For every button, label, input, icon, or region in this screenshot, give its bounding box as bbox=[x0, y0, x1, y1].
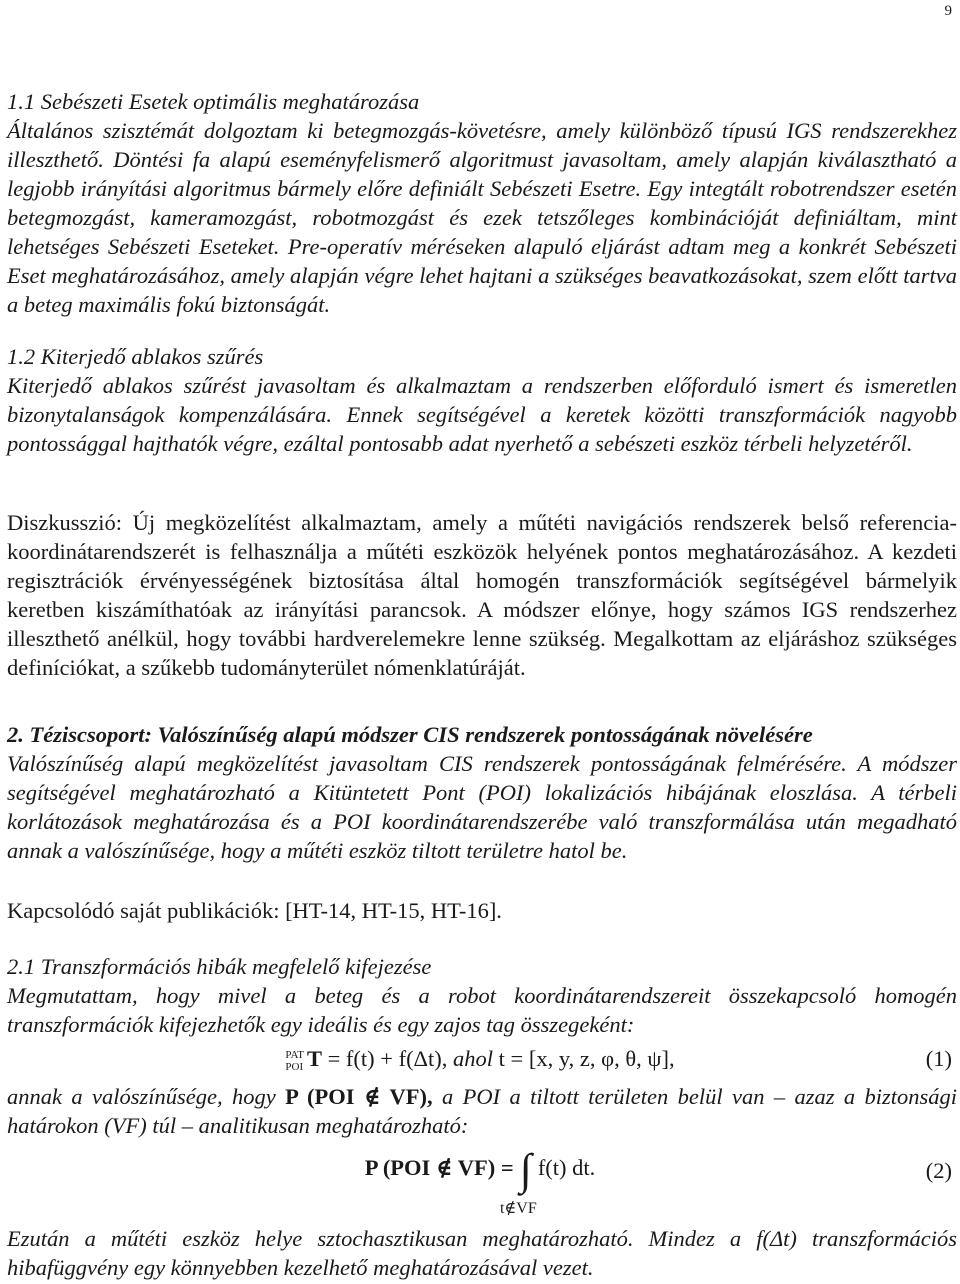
thesis-paragraph: Valószínűség alapú megközelítést javasoltam CIS rendszerek pontosságának felmérésére. A módszer segítségével meghatározható a Kitüntetett Pont (POI) lokalizációs hibájának eloszlása. A térbeli korlátozások meghatározása és a POI koordinátarendszerébe való transzformálása után megadható annak a valószínűsége, hogy a műtéti eszköz tiltott területre hatol be. bbox=[7, 751, 957, 863]
eq1-ahol: ahol bbox=[453, 1046, 494, 1071]
equation-2 bbox=[0, 1145, 960, 1217]
section-1-2 bbox=[7, 342, 957, 458]
discussion bbox=[7, 508, 957, 682]
thesis-heading: 2. Téziscsoport: Valószínűség alapú módszer CIS rendszerek pontosságának növelésére bbox=[7, 722, 813, 747]
equation-1 bbox=[0, 1044, 960, 1078]
publications bbox=[7, 896, 957, 925]
section-heading: 2.1 Transzformációs hibák megfelelő kifejezése bbox=[7, 954, 432, 979]
mid-text-a: annak a valószínűsége, hogy bbox=[7, 1084, 276, 1109]
probability-expression: P (POI ∉ VF), bbox=[285, 1084, 433, 1109]
section-2-1-middle bbox=[7, 1082, 957, 1140]
integral-sign: ∫ bbox=[519, 1145, 532, 1194]
pre-superscript: PAT bbox=[285, 1048, 304, 1061]
section-intro: Megmutattam, hogy mivel a beteg és a robot koordinátarendszereit összekapcsoló homogén transzformációk kifejezhetők egy ideális és egy zajos tag összegeként: bbox=[7, 983, 957, 1037]
pre-subscript: POI bbox=[285, 1060, 304, 1073]
middle-paragraph bbox=[7, 1082, 957, 1140]
eq1-lhs: T bbox=[306, 1046, 322, 1071]
integral-subscript: t∉VF bbox=[500, 1200, 537, 1217]
eq1-definition: t = [x, y, z, φ, θ, ψ], bbox=[498, 1046, 675, 1071]
section-paragraph: Általános szisztémát dolgoztam ki betegmozgás-követésre, amely különböző típusú IGS rendszerekhez illeszthető. Döntési fa alapú eseményfelismerő algoritmust javasoltam, amely alapján kiválasztható a legjobb irányítási algoritmus bármely előre definiált Sebészeti Esetre. Egy integtált robotrendszer esetén betegmozgást, kameramozgást, robotmozgást és ezek tetszőleges kombinációját definiáltam, mint lehetséges Sebészeti Eseteket. Pre-operatív méréseken alapuló eljárást adtam meg a konkrét Sebészeti Eset meghatározásához, amely alapján végre lehet hajtani a szükséges beavatkozásokat, szem előtt tartva a beteg maximális fokú biztonságát. bbox=[7, 118, 957, 317]
section-heading: 1.1 Sebészeti Esetek optimális meghatározása bbox=[7, 89, 420, 114]
equation-number: (1) bbox=[925, 1046, 952, 1071]
page-number: 9 bbox=[944, 3, 952, 19]
outro-paragraph: Ezután a műtéti eszköz helye sztochasztikusan meghatározható. Mindez a f(Δt) transzformációs hibafüggvény egy könnyebben kezelhető meghatározásával vezet. bbox=[7, 1226, 957, 1280]
mid-text-b: a POI a tiltott területen belül van – azaz a biztonsági határokon (VF) túl – analitikusan meghatározható: bbox=[7, 1084, 958, 1138]
section-1-1 bbox=[7, 87, 957, 319]
publications-line: Kapcsolódó saját publikációk: [HT-14, HT-15, HT-16]. bbox=[7, 898, 502, 923]
eq2-rhs: f(t) dt. bbox=[537, 1155, 596, 1181]
pre-script bbox=[285, 1049, 304, 1073]
eq2-lhs: P (POI ∉ VF) = bbox=[364, 1155, 514, 1181]
section-2-1-outro bbox=[7, 1224, 957, 1282]
section-paragraph: Kiterjedő ablakos szűrést javasoltam és alkalmaztam a rendszerben előforduló ismert és ismeretlen bizonytalanságok kompenzálására. Ennek segítségével a keretek közötti transzformációk nagyobb pontossággal hajthatók végre, ezáltal pontosabb adat nyerhető a sebészeti eszköz térbeli helyzetéről. bbox=[7, 373, 957, 456]
equation-number: (2) bbox=[925, 1158, 952, 1183]
eq1-rhs: = f(t) + f(Δt), bbox=[327, 1046, 448, 1071]
discussion-paragraph: Diszkusszió: Új megközelítést alkalmaztam, amely a műtéti navigációs rendszerek belső referencia-koordinátarendszerét is felhasználja a műtéti eszközök helyének pontos meghatározásához. A kezdeti regisztrációk érvényességének biztosítása által homogén transzformációk segítségével bármelyik keretben kiszámíthatóak az irányítási parancsok. A módszer előnye, hogy számos IGS rendszerhez illeszthető anélkül, hogy további hardverelemekre lenne szükség. Megalkottam az eljáráshoz szükséges definíciókat, a szűkebb tudományterület nómenklatúráját. bbox=[7, 510, 957, 680]
section-2-1 bbox=[7, 952, 957, 1039]
thesis-group-2 bbox=[7, 720, 957, 865]
section-heading: 1.2 Kiterjedő ablakos szűrés bbox=[7, 344, 264, 369]
